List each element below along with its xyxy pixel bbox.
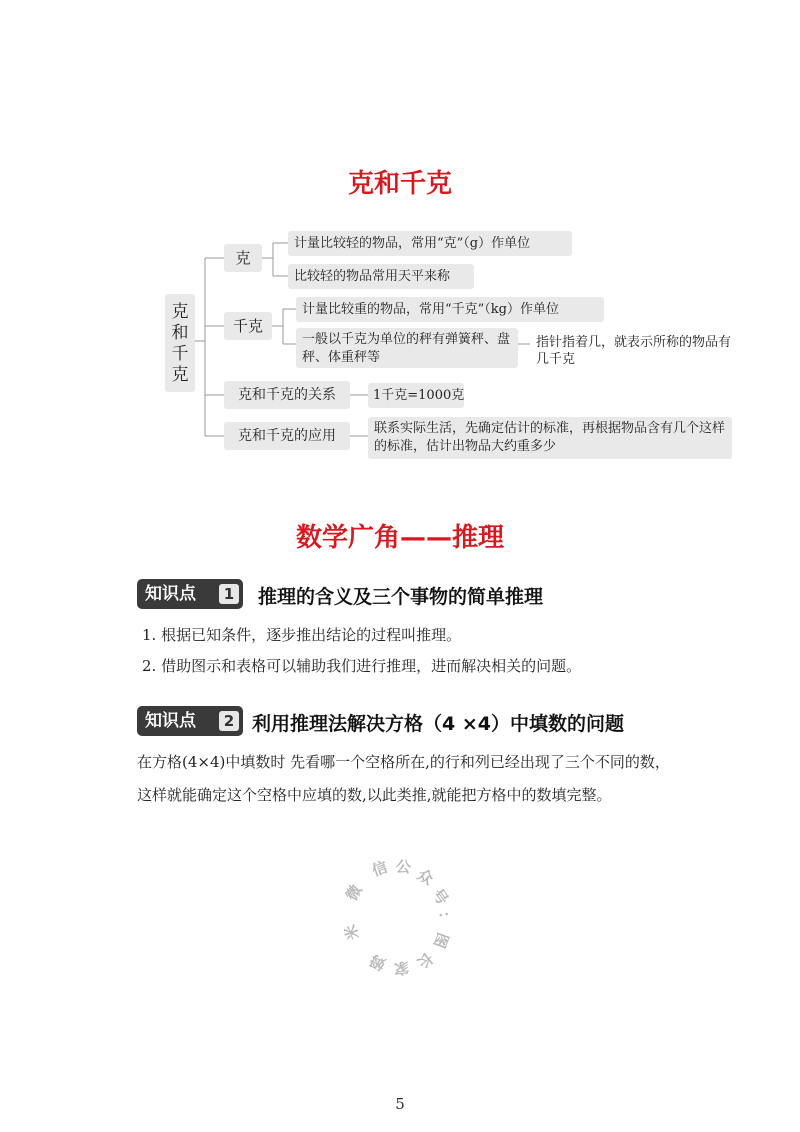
watermark-char: 姆 bbox=[367, 950, 389, 974]
knowledge-1-line-1: 1. 根据已知条件，逐步推出结论的过程叫推理。 bbox=[142, 626, 462, 644]
mindmap-root: 克 和 千 克 bbox=[165, 294, 195, 392]
knowledge-2-line-2: 这样就能确定这个空格中应填的数,以此类推,就能把方格中的数填完整。 bbox=[137, 786, 612, 804]
knowledge-tag-1 bbox=[137, 579, 243, 609]
knowledge-heading-2: 利用推理法解决方格（4 ×4）中填数的问题 bbox=[252, 713, 624, 735]
branch-relation: 克和千克的关系 bbox=[224, 381, 350, 409]
kilogram-scale-note: 指针指着几，就表示所称的物品有几千克 bbox=[536, 335, 732, 367]
watermark-char: 微 bbox=[342, 881, 366, 904]
knowledge-tag-2 bbox=[137, 706, 243, 736]
watermark-char: 图 bbox=[430, 930, 453, 951]
knowledge-2-line-1: 在方格(4×4)中填数时 先看哪一个空格所在,的行和列已经出现了三个不同的数， bbox=[137, 753, 670, 771]
watermark-char: 号 bbox=[428, 885, 452, 909]
knowledge-heading-1: 推理的含义及三个事物的简单推理 bbox=[258, 586, 544, 608]
relation-item: 1千克=1000克 bbox=[368, 383, 464, 408]
knowledge-1-line-2: 2. 借助图示和表格可以辅助我们进行推理，进而解决相关的问题。 bbox=[142, 657, 582, 675]
branch-gram: 克 bbox=[224, 244, 262, 272]
watermark-char: ： bbox=[434, 909, 456, 928]
watermark-char: 信 bbox=[369, 857, 390, 880]
branch-kilogram: 千克 bbox=[224, 312, 272, 340]
section-title-reasoning: 数学广角——推理 bbox=[295, 523, 504, 553]
watermark-char: 众 bbox=[414, 865, 437, 889]
page-number: 5 bbox=[395, 1095, 405, 1113]
section-title-mass: 克和千克 bbox=[347, 169, 452, 199]
branch-application: 克和千克的应用 bbox=[224, 422, 350, 450]
gram-item-1: 计量比较轻的物品，常用“克”（g）作单位 bbox=[288, 231, 572, 256]
watermark-char: 长 bbox=[413, 948, 437, 972]
kilogram-item-1: 计量比较重的物品，常用“千克”（kg）作单位 bbox=[296, 297, 604, 322]
application-item: 联系实际生活，先确定估计的标准，再根据物品含有几个这样的标准，估计出物品大约重多少 bbox=[368, 417, 732, 459]
watermark-char: 公 bbox=[395, 857, 412, 877]
watermark-stamp bbox=[330, 852, 460, 982]
knowledge-tag-label: 知识点 bbox=[145, 584, 196, 604]
knowledge-number-1: 1 bbox=[219, 584, 239, 604]
knowledge-number-2: 2 bbox=[219, 711, 239, 731]
watermark-char: 米 bbox=[340, 922, 364, 943]
kilogram-item-2: 一般以千克为单位的秤有弹簧秤、盘秤、体重秤等 bbox=[296, 328, 518, 368]
knowledge-tag-label: 知识点 bbox=[145, 711, 196, 731]
watermark-char: 家 bbox=[393, 958, 410, 978]
gram-item-2: 比较轻的物品常用天平来称 bbox=[288, 264, 474, 289]
